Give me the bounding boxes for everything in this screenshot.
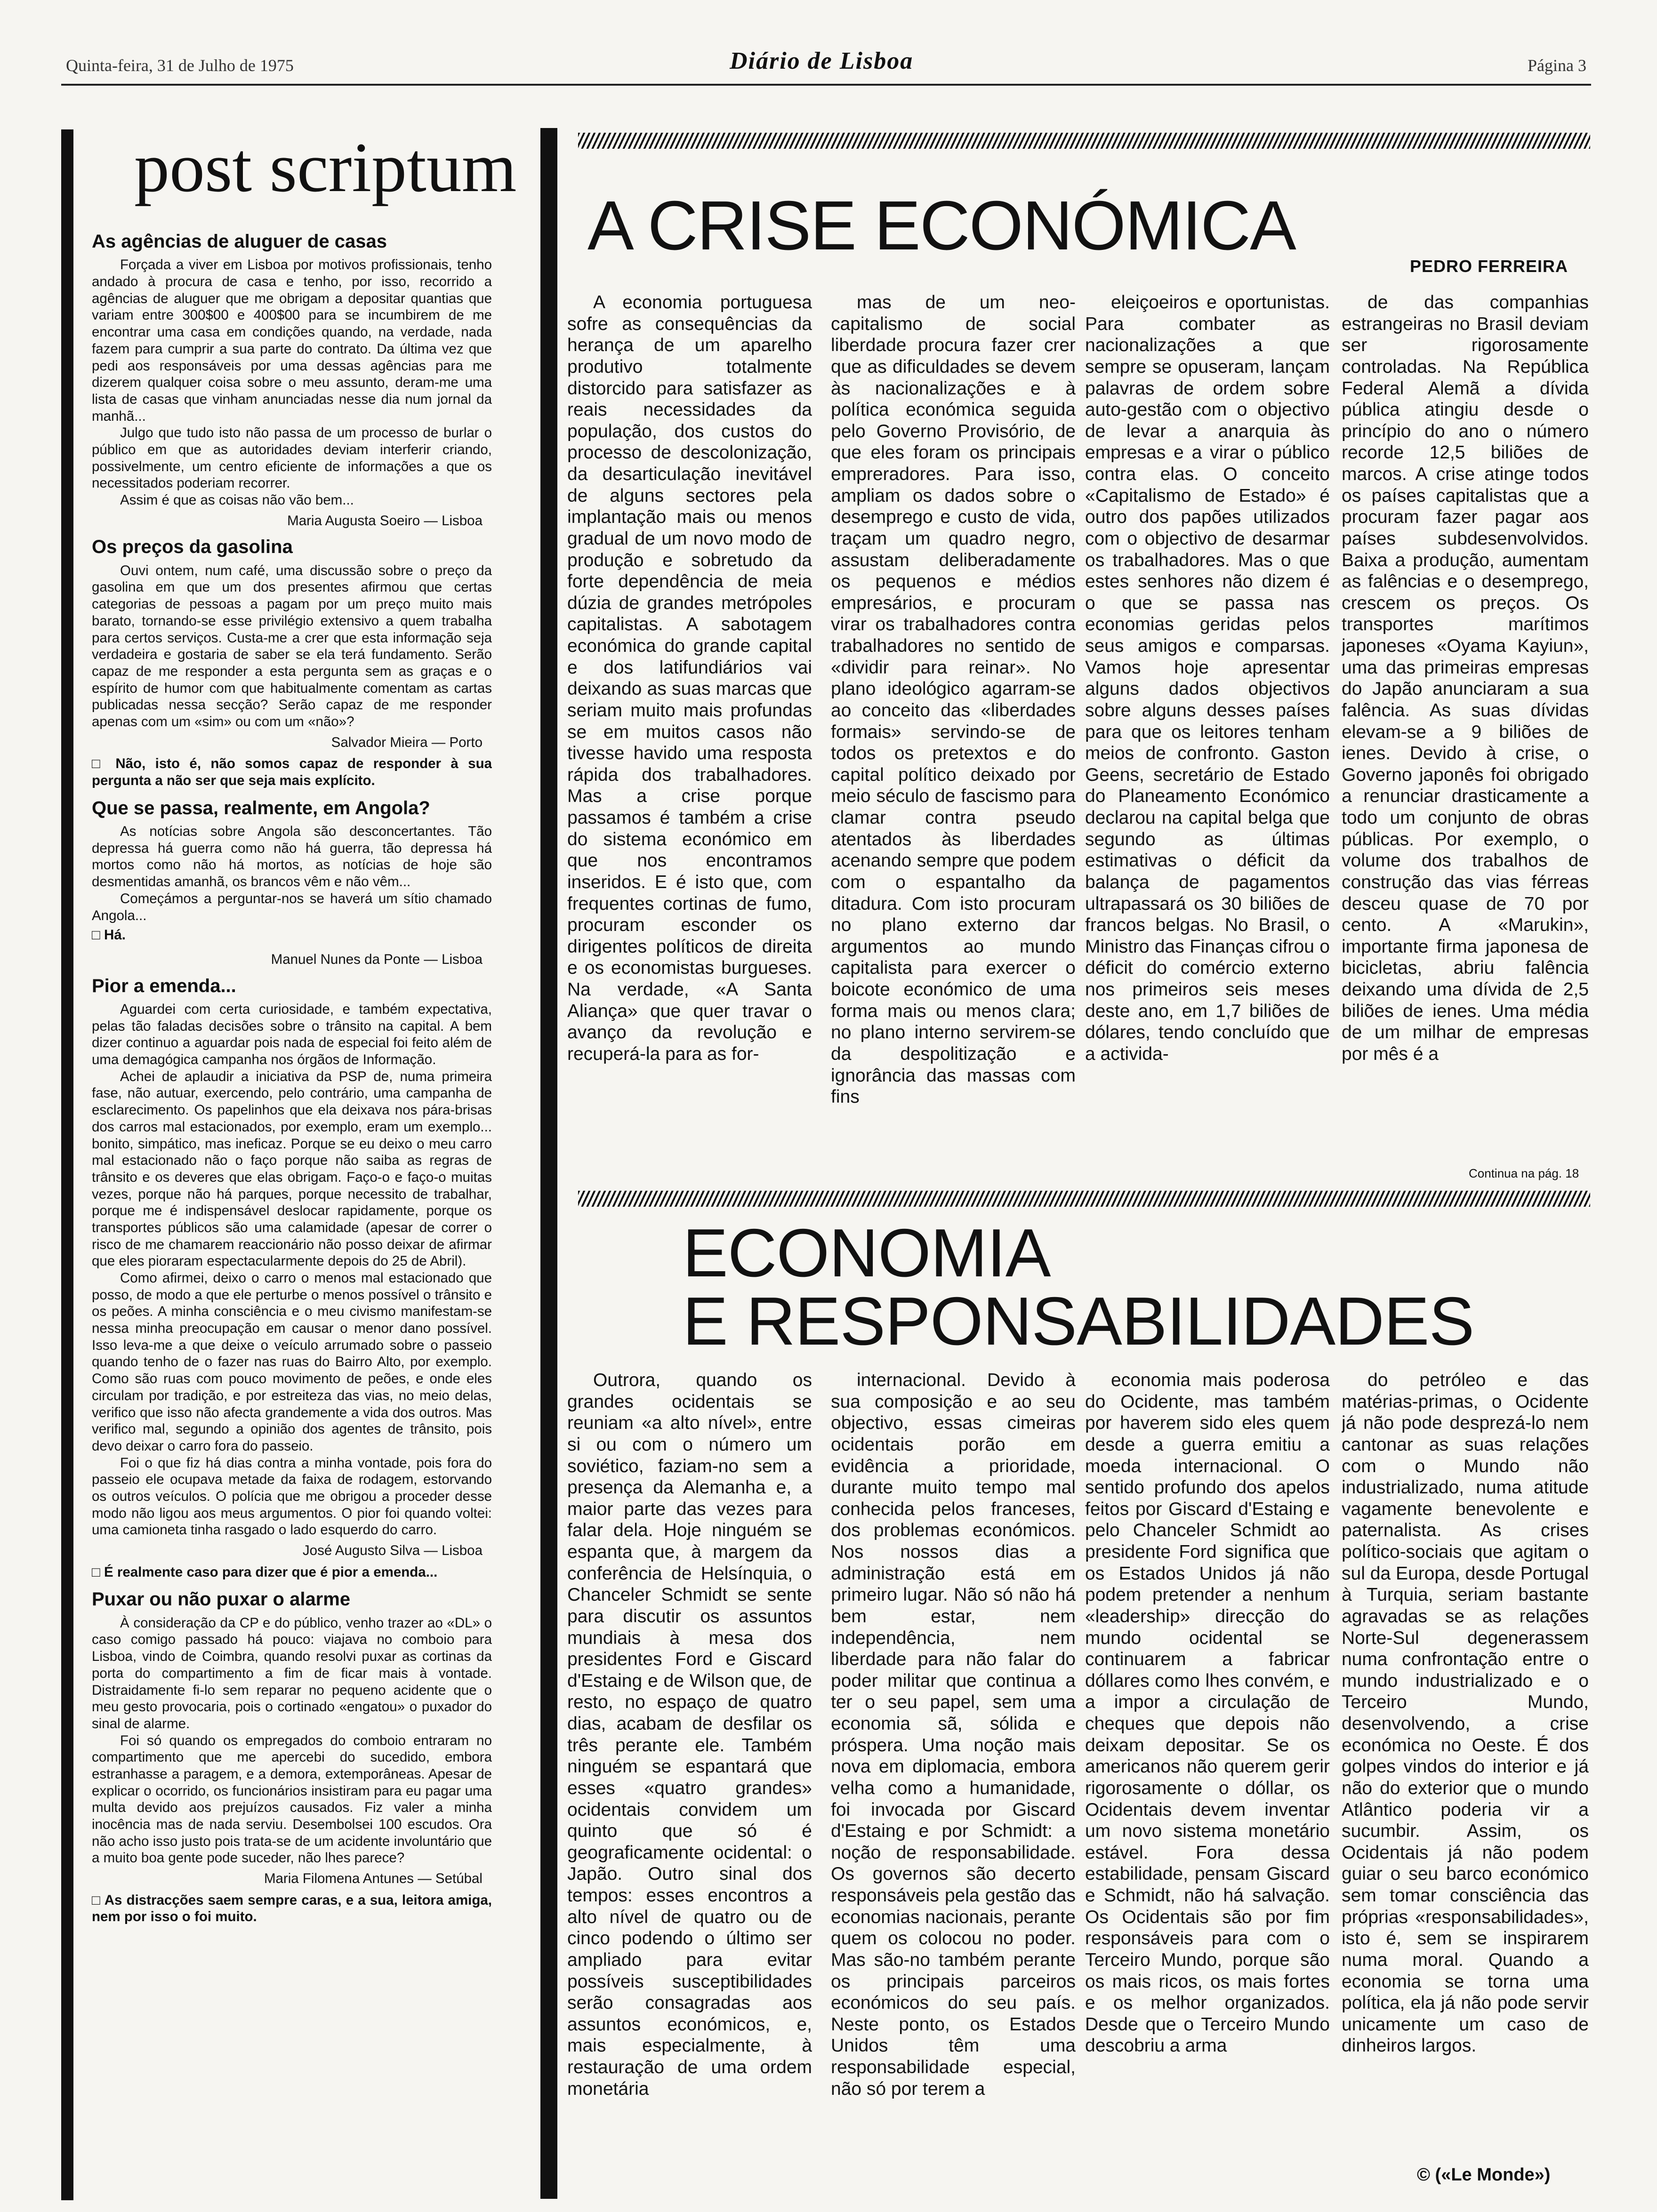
article1-byline: PEDRO FERREIRA — [1410, 256, 1569, 276]
letter-paragraph: Começámos a perguntar-nos se haverá um sítio chamado Angola... — [92, 890, 492, 923]
post-scriptum-title: post scriptum — [134, 128, 517, 207]
article2-text: Outrora, quando os grandes ocidentais se reuniam «a alto nível», entre si ou com o número um soviético, faziam-no sem a presença da Alemanha e, a maior parte das vezes para falar dela. Hoje ninguém se espanta que, à margem da conferência de Helsínquia, o Chanceler Schmidt se sente para discutir os assuntos mundiais à mesa dos presidentes Ford e Giscard d'Estaing e de Wilson que, de resto, no espaço de quatro dias, acabam de desfilar os três perante ele. Também ninguém se espantará que esses «quatro grandes» ocidentais convidem um quinto que só é geograficamente ocidental: o Japão. Outro sinal dos tempos: esses encontros a alto nível de quatro ou de cinco podendo o último ser ampliado para evitar possíveis susceptibilidades serão consagradas aos assuntos económicos, e, mais especialmente, à restauração de uma ordem monetária — [567, 1370, 812, 2099]
article2-column-1 — [567, 1370, 812, 2207]
article2-headline-line1: ECONOMIA — [683, 1215, 1051, 1291]
letter-paragraph: Achei de aplaudir a iniciativa da PSP de, numa primeira fase, não autuar, exercendo, pelo contrário, uma campanha de esclarecimento. Os papelinhos que ela deixava nos pára-brisas dos carros mal estacionados, por exemplo, eram um exemplo... bonito, simpático, mas ineficaz. Porque se eu deixo o meu carro mal estacionado não o faço porque não saiba as regras de trânsito e os deveres que elas obrigam. Faço-o e faço-o muitas vezes, porque não há parques, porque necessito de trabalhar, porque me é indispensável deslocar rapidamente, porque os transportes públicos são uma calamidade (apesar de correr o risco de me chamarem reaccionário não posso deixar de afirmar que eles pioraram espectacularmente depois do 25 de Abril). — [92, 1068, 492, 1269]
article1-column-1 — [567, 292, 812, 1167]
letter-heading: Os preços da gasolina — [92, 537, 293, 558]
letter-heading: Puxar ou não puxar o alarme — [92, 1589, 351, 1610]
article1-headline: A CRISE ECONÓMICA — [587, 187, 1295, 264]
article2-headline — [683, 1215, 1474, 1359]
letter-paragraph: Assim é que as coisas não vão bem... — [120, 492, 354, 508]
article1-text: de das companhias estrangeiras no Brasil deviam ser rigorosamente controladas. Na República Federal Alemã a dívida pública atingiu desde o princípio do ano o número recorde 12,5 biliões de marcos. A crise atinge todos os países capitalistas que a procuram fazer pagar aos países subdesenvolvidos. Baixa a produção, aumentam as falências e o desemprego, crescem os preços. Os transportes marítimos japoneses «Oyama Kayiun», uma das primeiras empresas do Japão anunciaram a sua falência. As suas dívidas elevam-se a 9 biliões de ienes. Devido à crise, o Governo japonês foi obrigado a renunciar drasticamente a todo um conjunto de obras públicas. Por exemplo, o volume dos trabalhos de construção das vias férreas desceu quase de 70 por cento. A «Marukin», importante firma japonesa de bicicletas, abriu falência deixando uma dívida de 2,5 biliões de ienes. Uma média de um milhar de empresas por mês é a — [1342, 292, 1589, 1064]
letter-paragraph: Foi só quando os empregados do comboio entraram no compartimento que me apercebi do sucedido, embora estranhasse a paragem, e a demora, extemporâneas. Apesar de explicar o ocorrido, os funcionários insistiram para eu pagar uma multa devido aos prejuízos causados. Fiz valer a minha inocência mas de nada serviu. Desembolsei 100 escudos. Ora não acho isso justo pois trata-se de um acidente involuntário que a muito boa gente pode suceder, não lhes parece? — [92, 1732, 492, 1866]
letter-signature: José Augusto Silva — Lisboa — [302, 1543, 483, 1558]
article2-text: economia mais poderosa do Ocidente, mas também por haverem sido eles quem desde a guerra emitiu a moeda internacional. O sentido profundo dos apelos feitos por Giscard d'Estaing e pelo Chanceler Schmidt ao presidente Ford significa que os Estados Unidos já não podem pretender a nenhum «leadership» direcção do mundo ocidental se continuarem a fabricar dóllares como lhes convém, e a impor a circulação de cheques que depois não deixam depositar. Se os americanos não querem gerir rigorosamente o dóllar, os Ocidentais devem inventar um novo sistema monetário estável. Fora dessa estabilidade, pensam Giscard e Schmidt, não há salvação. Os Ocidentais são por fim responsáveis para com o Terceiro Mundo, porque são os mais ricos, os mais fortes e os melhor organizados. Desde que o Terceiro Mundo descobriu a arma — [1085, 1370, 1330, 2056]
post-scriptum-bar — [61, 129, 73, 2200]
letter-reply: □ É realmente caso para dizer que é pior a emenda... — [92, 1564, 438, 1580]
article2-column-4 — [1342, 1370, 1589, 2160]
article1-column-3 — [1085, 292, 1330, 1167]
letter-paragraph: Aguardei com certa curiosidade, e também expectativa, pelas tão faladas decisões sobre o trânsito na capital. A bem dizer continuo a aguardar pois nada de especial foi feito além de uma demagógica campanha nos órgãos de Informação. — [92, 1002, 492, 1068]
letter-reply: □ Há. — [92, 927, 126, 943]
article1-column-4 — [1342, 292, 1589, 1167]
letter-heading: As agências de aluguer de casas — [92, 231, 387, 252]
letter-signature: Manuel Nunes da Ponte — Lisboa — [271, 951, 483, 967]
article2-headline-line2: E RESPONSABILIDADES — [683, 1283, 1474, 1359]
article2-text: do petróleo e das matérias-primas, o Ocidente já não pode desprezá-lo nem cantonar as suas relações com o Mundo não industrializado, numa atitude vagamente benevolente e paternalista. As crises político-sociais que agitam o sul da Europa, desde Portugal à Turquia, seriam bastante agravadas se as relações Norte-Sul degenerassem numa confrontação entre o mundo industrializado e o Terceiro Mundo, desenvolvendo, a crise económica no Oeste. É dos golpes vindos do interior e já não do exterior que o mundo Atlântico poderia vir a sucumbir. Assim, os Ocidentais já não podem guiar o seu barco económico sem tomar consciência das próprias «responsabilidades», isto é, sem se inspirarem numa moral. Quando a economia se torna uma política, ela já não pode servir unicamente um caso de dinheiros largos. — [1342, 1370, 1589, 2056]
article1-text: A economia portuguesa sofre as consequências da herança de um aparelho produtivo totalmente distorcido para satisfazer as reais necessidades da população, dos custos do processo de descolonização, da desarticulação inevitável de alguns sectores pela implantação mais ou menos gradual de um novo modo de produção e sobretudo da forte dependência de meia dúzia de grandes metrópoles capitalistas. A sabotagem económica do grande capital e dos latifundiários vai deixando as suas marcas que seriam muito mais profundas se em muitos casos não tivesse havido uma resposta rápida dos trabalhadores. Mas a crise porque passamos é também a crise do sistema económico em que nos encontramos inseridos. E é isto que, com frequentes cortinas de fumo, procuram esconder os dirigentes políticos de direita e os economistas burgueses. Na verdade, «A Santa Aliança» que quer travar o avanço da revolução e recuperá-la para as for- — [567, 292, 812, 1064]
letter-paragraph: As notícias sobre Angola são desconcertantes. Tão depressa há guerra como não há guerra, tão depressa há mortos como não há mortos, as notícias de hoje são desmentidas amanhã, os brancos vêm e não vêm... — [92, 824, 492, 890]
article1-text: eleiçoeiros e oportunistas. Para combater as nacionalizações a que sempre se opuseram, lançam palavras de ordem sobre auto-gestão com o objectivo de levar a anarquia às empresas e a virar o público contra elas. O conceito «Capitalismo de Estado» é outro dos papões utilizados com o objectivo de desarmar os trabalhadores. Mas o que estes senhores não dizem é o que se passa nas economias geridas pelos seus amigos e comparsas. Vamos hoje apresentar alguns dados objectivos sobre alguns desses países para que os leitores tenham meios de confronto. Gaston Geens, secretário de Estado do Planeamento Económico declarou na capital belga que segundo as últimas estimativas o déficit da balança de pagamentos ultrapassará os 30 biliões de francos belgas. No Brasil, o Ministro das Finanças cifrou o déficit do comércio externo nos primeiros seis meses deste ano, em 1,7 biliões de dólares, tendo concluído que a activida- — [1085, 292, 1330, 1064]
letter — [92, 230, 492, 529]
header-date: Quinta-feira, 31 de Julho de 1975 — [66, 56, 294, 75]
article2-column-2 — [831, 1370, 1076, 2207]
letter-paragraph: Forçada a viver em Lisboa por motivos profissionais, tenho andado à procura de casa e tenho, por isso, recorrido a agências de aluguer que me obrigam a depositar quantias que variam entre 300$00 e 400$00 para se incumbirem de me encontrar uma casa em condições quando, na verdade, nada fazem para cumprir a sua parte do contrato. Da última vez que pedi aos responsáveis por uma dessas agências para me dizerem qualquer coisa sobre o meu assunto, deram-me uma lista de casas que vinham anunciadas nesse dia num jornal da manhã... — [92, 257, 492, 424]
letter-reply: □ Não, isto é, não somos capaz de responder à sua pergunta a não ser que seja mais explícito. — [92, 756, 492, 789]
article1-text: mas de um neo-capitalismo de social liberdade procura fazer crer que as dificuldades se devem às nacionalizações e à política económica seguida pelo Governo Provisório, de que eles foram os principais empreradores. Para isso, ampliam os dados sobre o desemprego e custo de vida, traçam um quadro negro, assustam deliberadamente os pequenos e médios empresários, e procuram virar os trabalhadores contra trabalhadores no sentido de «dividir para reinar». No plano ideológico agarram-se ao conceito das «liberdades formais» servindo-se de todos os pretextos e do capital político deixado por meio século de fascismo para clamar contra pseudo atentados às liberdades acenando sempre que podem com o espantalho da ditadura. Com isto procuram no plano externo dar argumentos ao mundo capitalista para exercer o boicote económico de uma forma mais ou menos clara; no plano interno servirem-se da despolitização e ignorância das massas com fins — [831, 292, 1076, 1107]
letter-signature: Maria Augusta Soeiro — Lisboa — [287, 513, 483, 529]
letter-paragraph: Julgo que tudo isto não passa de um processo de burlar o público em que as autoridades deviam interferir criando, possivelmente, um centro eficiente de informações a que os necessitados poderiam recorrer. — [92, 425, 492, 491]
letter — [92, 1588, 492, 1925]
letter-paragraph: Foi o que fiz há dias contra a minha vontade, pois fora do passeio ele ocupava metade da faixa de rodagem, estorvando os outros veículos. O polícia que me obrigou a proceder desse modo não ligou aos meus argumentos. O pior foi quando voltei: uma camioneta tinha rasgado o lado esquerdo do carro. — [92, 1455, 492, 1538]
column-separator — [540, 128, 557, 2199]
letter-paragraph: Como afirmei, deixo o carro o menos mal estacionado que posso, de modo a que ele perturbe o menos possível o trânsito e os peões. A minha consciência e o meu civismo manifestam-se nessa minha preocupação em causar o menor dano possível. Isso leva-me a que deixe o veículo arrumado sobre o passeio quando tenho de o fazer nas ruas do Bairro Alto, por exemplo. Como são ruas com pouco movimento de peões, e onde eles circulam por tradição, e por estreiteza das vias, no meio delas, verifico que isso não afecta grandemente a vida dos outros. Mas verifico mal, segundo a opinião dos agentes de trânsito, pois devo deixar o carro fora do passeio. — [92, 1270, 492, 1454]
letter-signature: Salvador Mieira — Porto — [331, 734, 483, 750]
letter-paragraph: À consideração da CP e do público, venho trazer ao «DL» o caso comigo passado há pouco: viajava no comboio para Lisboa, vindo de Coimbra, quando resolvi puxar as cortinas da porta do compartimento a fim de ficar mais à vontade. Distraidamente fi-lo sem reparar no pequeno acidente que o meu gesto provocaria, pois o cortinado «engatou» o puxador do sinal de alarme. — [92, 1615, 492, 1731]
article2-credit: © («Le Monde») — [1417, 2165, 1551, 2185]
letter-heading: Pior a emenda... — [92, 975, 236, 996]
letter-paragraph: Ouvi ontem, num café, uma discussão sobre o preço da gasolina em que um dos presentes afirmou que certas categorias de pessoas a pagam por um preço muito mais barato, tornando-se esse privilégio extensivo a quem trabalha para certos serviços. Custa-me a crer que esta informação seja verdadeira e gostaria de saber se ela terá fundamento. Serão capaz de me responder a esta pergunta sem as graças e o espírito de humor com que habitualmente comentam as cartas publicadas nessa secção? Serão capaz de me responder apenas com um «sim» ou com um «não»? — [92, 562, 492, 729]
post-scriptum-column — [92, 224, 492, 2205]
hatch-rule-top — [578, 133, 1590, 149]
masthead: Diário de Lisboa — [730, 48, 914, 74]
letter — [92, 797, 492, 968]
header-rule — [61, 84, 1591, 86]
letter-signature: Maria Filomena Antunes — Setúbal — [264, 1871, 483, 1887]
article2-text: internacional. Devido à sua composição e ao seu objectivo, essas cimeiras ocidentais porão em evidência a prioridade, durante muito tempo mal conhecida pelos franceses, dos problemas económicos. Nos nossos dias a administração está em primeiro lugar. Não só não há bem estar, nem independência, nem liberdade para não falar do poder militar que continua a ter o seu papel, sem uma economia sã, sólida e próspera. Uma noção mais nova em diplomacia, embora velha como a humanidade, foi invocada por Giscard d'Estaing e por Schmidt: a noção de responsabilidade. Os governos são decerto responsáveis pela gestão das economias nacionais, perante quem os colocou no poder. Mas são-no também perante os principais parceiros económicos do seu país. Neste ponto, os Estados Unidos têm uma responsabilidade especial, não só por terem a — [831, 1370, 1076, 2099]
letter-heading: Que se passa, realmente, em Angola? — [92, 797, 430, 818]
letter — [92, 536, 492, 789]
page-number: Página 3 — [1528, 56, 1586, 75]
hatch-rule-middle — [578, 1191, 1590, 1207]
article2-column-3 — [1085, 1370, 1330, 2207]
article1-column-2 — [831, 292, 1076, 1167]
continue-note: Continua na pág. 18 — [1469, 1166, 1579, 1180]
letter-reply: □ As distracções saem sempre caras, e a sua, leitora amiga, nem por isso o foi muito. — [92, 1892, 492, 1925]
letter — [92, 975, 492, 1581]
